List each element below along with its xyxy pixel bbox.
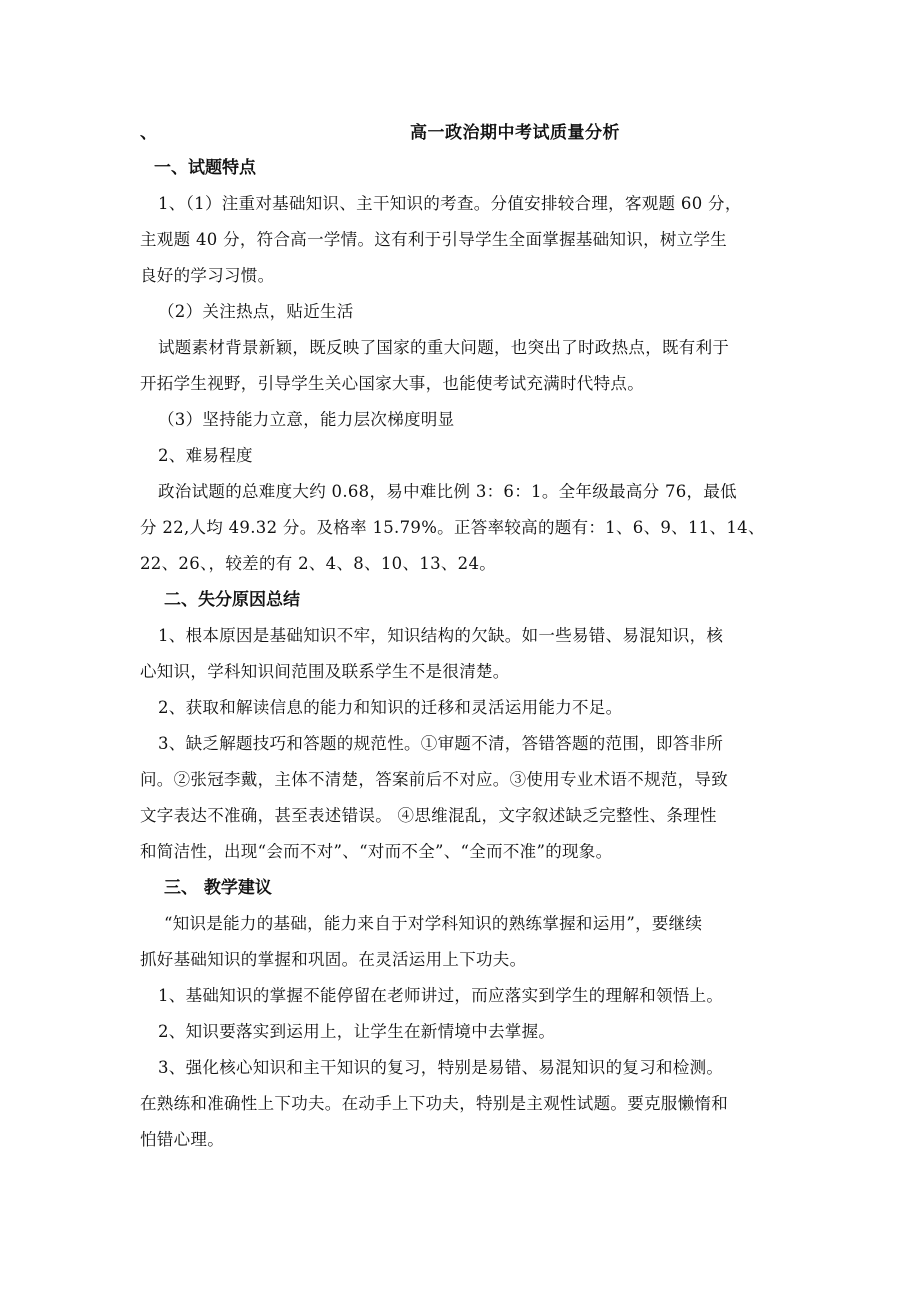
paragraph-line: 良好的学习习惯。	[140, 266, 275, 285]
paragraph-line: 和简洁性，出现“会而不对”、“对而不全”、“全而不准”的现象。	[140, 842, 613, 861]
paragraph-line: 试题素材背景新颖，既反映了国家的重大问题，也突出了时政热点，既有利于	[158, 338, 730, 357]
paragraph-line: 政治试题的总难度大约 0.68，易中难比例 3：6：1。全年级最高分 76，最低	[158, 482, 737, 501]
page-title: 高一政治期中考试质量分析	[410, 123, 620, 143]
paragraph-line: 在熟练和准确性上下功夫。在动手上下功夫，特别是主观性试题。要克服懒惰和	[140, 1094, 728, 1113]
section-heading-2: 二、失分原因总结	[164, 590, 300, 610]
paragraph-line: （3）坚持能力立意，能力层次梯度明显	[158, 410, 455, 429]
paragraph-line: 2、获取和解读信息的能力和知识的迁移和灵活运用能力不足。	[158, 698, 623, 717]
document-body	[140, 150, 790, 1158]
paragraph-line: 2、难易程度	[158, 446, 253, 465]
paragraph-line: 2、知识要落实到运用上，让学生在新情境中去掌握。	[158, 1022, 556, 1041]
paragraph-line: 抓好基础知识的掌握和巩固。在灵活运用上下功夫。	[140, 950, 527, 969]
paragraph-line: 心知识，学科知识间范围及联系学生不是很清楚。	[140, 662, 510, 681]
paragraph-line: 1、（1）注重对基础知识、主干知识的考查。分值安排较合理，客观题 60 分，	[158, 194, 742, 213]
section-heading-3: 三、 教学建议	[164, 878, 272, 898]
section-heading-1: 一、试题特点	[154, 158, 256, 178]
paragraph-line: 开拓学生视野，引导学生关心国家大事，也能使考试充满时代特点。	[140, 374, 644, 393]
title-row	[140, 118, 800, 146]
title-mark: 、	[140, 123, 157, 143]
paragraph-line: 1、基础知识的掌握不能停留在老师讲过，而应落实到学生的理解和领悟上。	[158, 986, 724, 1005]
paragraph-line: 怕错心理。	[140, 1130, 224, 1149]
paragraph-line: 文字表达不准确，甚至表述错误。 ④思维混乱，文字叙述缺乏完整性、条理性	[140, 806, 717, 825]
paragraph-line: 问。②张冠李戴，主体不清楚，答案前后不对应。③使用专业术语不规范，导致	[140, 770, 728, 789]
paragraph-line: （2）关注热点，贴近生活	[158, 302, 354, 321]
paragraph-line: 22、26、，较差的有 2、4、8、10、13、24。	[140, 554, 497, 573]
paragraph-line: 分 22,人均 49.32 分。及格率 15.79%。正答率较高的题有：1、6、9、11、14、	[140, 518, 765, 537]
paragraph-line: “知识是能力的基础，能力来自于对学科知识的熟练掌握和运用”，要继续	[164, 914, 703, 933]
paragraph-line: 主观题 40 分，符合高一学情。这有利于引导学生全面掌握基础知识，树立学生	[140, 230, 728, 249]
paragraph-line: 3、缺乏解题技巧和答题的规范性。①审题不清，答错答题的范围，即答非所	[158, 734, 724, 753]
paragraph-line: 3、强化核心知识和主干知识的复习，特别是易错、易混知识的复习和检测。	[158, 1058, 724, 1077]
paragraph-line: 1、根本原因是基础知识不牢，知识结构的欠缺。如一些易错、易混知识，核	[158, 626, 724, 645]
